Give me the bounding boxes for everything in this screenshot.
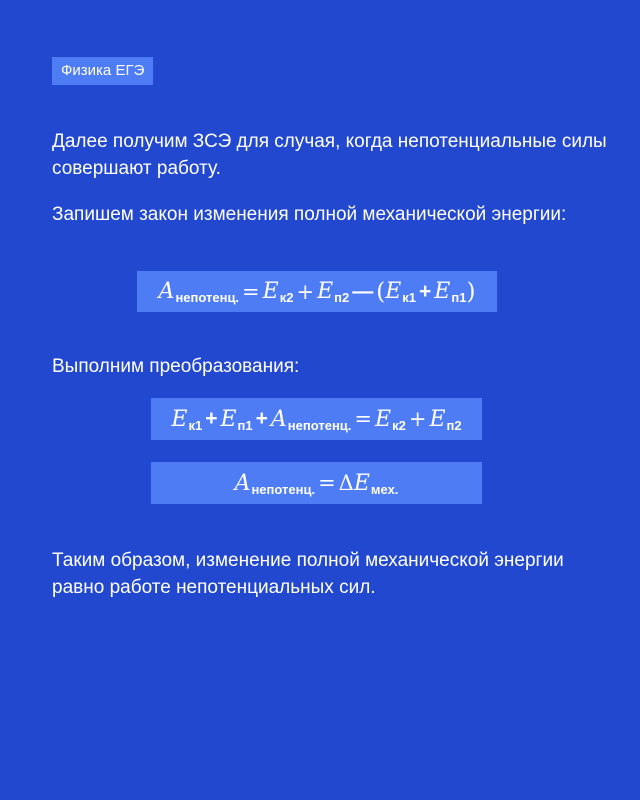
delta-symbol: Δ xyxy=(338,471,354,495)
mechanical-energy-subscript: мех. xyxy=(370,481,399,497)
work-symbol: A xyxy=(270,406,287,432)
left-paren: ( xyxy=(376,278,386,305)
plus-sign: + xyxy=(205,407,218,430)
potential-energy-symbol: E xyxy=(220,406,237,432)
potential-energy-subscript: п1 xyxy=(237,417,253,433)
mechanical-energy-symbol: E xyxy=(353,470,370,496)
plus-sign: + xyxy=(408,407,427,431)
potential-energy-symbol: E xyxy=(434,279,451,304)
potential-energy-subscript: п2 xyxy=(334,290,350,305)
potential-energy-subscript: п2 xyxy=(446,417,462,433)
formula-rearranged xyxy=(151,398,482,440)
potential-energy-symbol: E xyxy=(429,406,446,432)
equals-sign: = xyxy=(318,471,336,495)
subject-badge: Физика ЕГЭ xyxy=(52,57,153,85)
kinetic-energy-subscript: к2 xyxy=(279,290,294,305)
kinetic-energy-symbol: E xyxy=(375,406,392,432)
work-symbol: A xyxy=(158,279,175,304)
work-subscript: непотенц. xyxy=(175,290,240,305)
conclusion-paragraph: Таким образом, изменение полной механической энергии равно работе непотенциальных сил. xyxy=(52,550,564,598)
transform-paragraph: Выполним преобразования: xyxy=(52,356,300,377)
kinetic-energy-subscript: к1 xyxy=(402,290,417,305)
equals-sign: = xyxy=(354,407,373,431)
plus-sign: + xyxy=(419,279,432,303)
work-subscript: непотенц. xyxy=(251,481,316,497)
work-symbol: A xyxy=(234,470,251,496)
right-paren: ) xyxy=(466,278,476,305)
minus-sign: — xyxy=(352,279,374,303)
work-subscript: непотенц. xyxy=(287,417,352,433)
kinetic-energy-symbol: E xyxy=(262,279,279,304)
potential-energy-subscript: п1 xyxy=(451,290,467,305)
formula-result xyxy=(151,462,482,504)
kinetic-energy-symbol: E xyxy=(171,406,188,432)
intro-paragraph: Далее получим ЗСЭ для случая, когда непотенциальные силы совершают работу. xyxy=(52,131,607,179)
law-paragraph: Запишем закон изменения полной механической энергии: xyxy=(52,204,567,225)
plus-sign: + xyxy=(296,279,315,304)
kinetic-energy-subscript: к1 xyxy=(188,417,203,433)
plus-sign: + xyxy=(255,407,268,430)
potential-energy-symbol: E xyxy=(317,279,334,304)
kinetic-energy-symbol: E xyxy=(385,279,402,304)
equals-sign: = xyxy=(242,279,260,304)
kinetic-energy-subscript: к2 xyxy=(392,417,406,433)
formula-energy-change-law xyxy=(137,271,497,312)
